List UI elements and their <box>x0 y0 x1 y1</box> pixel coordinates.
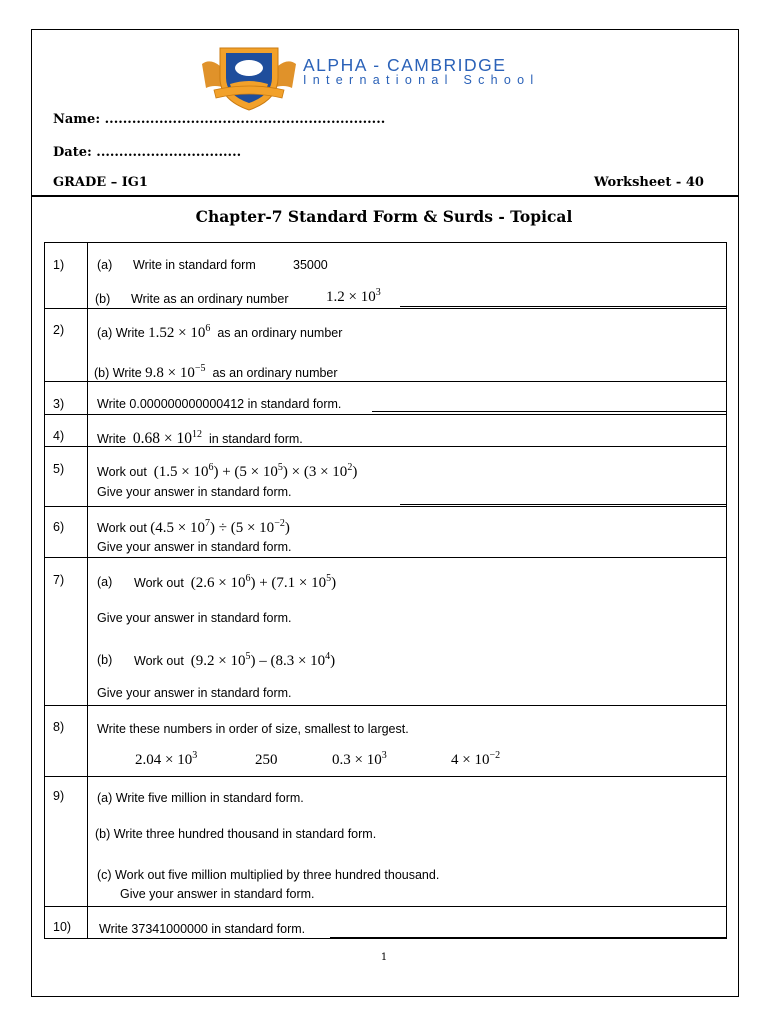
question-number: 5) <box>53 462 65 476</box>
answer-line <box>400 306 727 307</box>
row-divider <box>44 776 727 777</box>
q1a-label: (a) <box>97 258 113 272</box>
q9c-text: (c) Work out five million multiplied by three hundred thousand. <box>97 868 440 882</box>
q1a-value: 35000 <box>293 258 328 272</box>
q6-text: Work out $(4.5 \times 10^7) \div (5 \times 10^{-2})$ <box>97 518 290 536</box>
q8-number-4: $4 \times 10^{-2}$ <box>451 750 501 768</box>
question-number: 8) <box>53 720 65 734</box>
q5-text: Work out $(1.5 \times 10^6) + (5 \times 10^5) \times (3 \times 10^2)$ <box>97 462 358 480</box>
header-divider <box>32 195 738 197</box>
row-divider <box>44 906 727 907</box>
q6-instruction: Give your answer in standard form. <box>97 540 292 554</box>
q4-text: Write $0.68 \times 10^{12}$ in standard form. <box>97 429 303 447</box>
q8-number-3: $0.3 \times 10^3$ <box>332 750 387 768</box>
q1a-text: Write in standard form <box>133 258 256 272</box>
q1b-label: (b) <box>95 292 111 306</box>
q7b-instruction: Give your answer in standard form. <box>97 686 292 700</box>
question-number: 2) <box>53 323 65 337</box>
question-number: 6) <box>53 520 65 534</box>
worksheet-title: Chapter-7 Standard Form & Surds - Topical <box>195 207 573 226</box>
question-number: 4) <box>53 429 65 443</box>
row-divider <box>44 414 727 415</box>
worksheet-label: Worksheet - 40 <box>594 175 704 190</box>
q7a-text: Work out $(2.6 \times 10^6) + (7.1 \times 10^5)$ <box>134 573 337 591</box>
q7a-label: (a) <box>97 575 113 589</box>
q3-text: Write 0.000000000000412 in standard form. <box>97 397 342 411</box>
table-left-border <box>44 242 45 939</box>
page-number: 1 <box>380 952 388 963</box>
row-divider <box>44 705 727 706</box>
q9b-text: (b) Write three hundred thousand in standard form. <box>95 827 377 841</box>
school-crest-logo <box>200 44 298 112</box>
school-name-line2: International School <box>303 73 540 87</box>
table-right-border <box>726 242 727 939</box>
school-name-line1: ALPHA - CAMBRIDGE <box>303 55 507 75</box>
q7a-instruction: Give your answer in standard form. <box>97 611 292 625</box>
q8-text: Write these numbers in order of size, smallest to largest. <box>97 722 409 736</box>
row-divider <box>44 557 727 558</box>
q10-text: Write 37341000000 in standard form. <box>99 922 306 936</box>
row-divider <box>44 308 727 309</box>
answer-line <box>330 937 727 938</box>
answer-line <box>372 411 727 412</box>
q9a-text: (a) Write five million in standard form. <box>97 791 304 805</box>
q2a-text: (a) Write $1.52 \times 10^6$ as an ordinary number <box>97 323 343 341</box>
grade-label: GRADE – IG1 <box>53 175 148 190</box>
question-number: 9) <box>53 789 65 803</box>
name-field: Name: .............................................................. <box>53 112 386 127</box>
answer-line <box>400 504 727 505</box>
question-number: 7) <box>53 573 65 587</box>
date-field: Date: ................................ <box>53 145 242 160</box>
q8-number-1: $2.04 \times 10^3$ <box>135 750 198 768</box>
q7b-text: Work out $(9.2 \times 10^5) - (8.3 \times 10^4)$ <box>134 651 336 669</box>
table-top-border <box>44 242 727 243</box>
table-column-divider <box>87 242 88 939</box>
q2b-text: (b) Write $9.8 \times 10^{-5}$ as an ordinary number <box>94 363 338 381</box>
question-number: 10) <box>53 920 72 934</box>
q8-number-2: 250 <box>255 752 278 768</box>
question-number: 3) <box>53 397 65 411</box>
q9c-instruction: Give your answer in standard form. <box>120 887 315 901</box>
q5-instruction: Give your answer in standard form. <box>97 485 292 499</box>
q7b-label: (b) <box>97 653 113 667</box>
question-number: 1) <box>53 258 65 272</box>
row-divider <box>44 506 727 507</box>
q1b-text: Write as an ordinary number <box>131 292 289 306</box>
table-bottom-border <box>44 938 727 939</box>
q1b-math: $1.2 \times 10^3$ <box>326 287 381 305</box>
